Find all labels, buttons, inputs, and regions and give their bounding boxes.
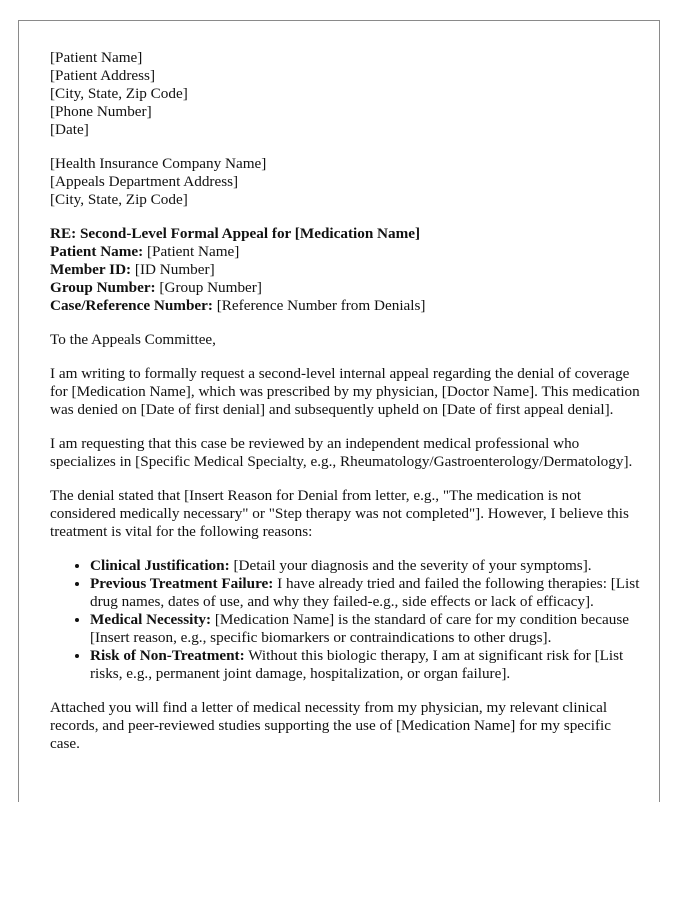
reasons-list	[50, 557, 640, 683]
letter-page	[18, 20, 660, 802]
salutation: To the Appeals Committee,	[50, 331, 216, 348]
letter-content	[50, 49, 640, 769]
subject-text: RE: Second-Level Formal Appeal for [Medication Name]	[50, 225, 421, 242]
patient-name-line	[50, 243, 640, 261]
reason-text: [Detail your diagnosis and the severity of your symptoms].	[229, 557, 592, 574]
recipient-city: [City, State, Zip Code]	[50, 191, 188, 208]
case-number-label: Case/Reference Number:	[50, 297, 213, 314]
reason-title: Previous Treatment Failure:	[90, 575, 274, 592]
sender-address: [Patient Address]	[50, 67, 156, 84]
patient-name-value: [Patient Name]	[143, 243, 240, 260]
case-number-value: [Reference Number from Denials]	[212, 297, 426, 314]
body-paragraph-2: I am requesting that this case be reviewed by an independent medical professional who specializes in [Specific Medical Specialty, e.g., Rheumatology/Gastroenterology/Dermatology].	[50, 435, 633, 470]
group-number-line	[50, 279, 640, 297]
body-paragraph-1: I am writing to formally request a second-level internal appeal regarding the denial of coverage for [Medication Name], which was prescribed by my physician, [Doctor Name]. This medication was denied on [Date of first denial] and subsequently upheld on [Date of first appeal denial].	[50, 365, 640, 418]
group-number-value: [Group Number]	[155, 279, 262, 296]
sender-city: [City, State, Zip Code]	[50, 85, 188, 102]
reason-text: I have already tried and failed the following therapies: [List drug names, dates of use, and why they failed-e.g., side effects or lack of efficacy].	[90, 575, 640, 610]
recipient-block	[50, 155, 640, 209]
reason-title: Clinical Justification:	[90, 557, 230, 574]
reason-title: Risk of Non-Treatment:	[90, 647, 245, 664]
reason-title: Medical Necessity:	[90, 611, 212, 628]
member-id-line	[50, 261, 640, 279]
reason-text: [Medication Name] is the standard of care for my condition because [Insert reason, e.g., specific biomarkers or contraindications to other drugs].	[90, 611, 629, 646]
reason-text: Without this biologic therapy, I am at significant risk for [List risks, e.g., permanent joint damage, hospitalization, or organ failure].	[90, 647, 624, 682]
case-number-line	[50, 297, 640, 315]
reason-item-clinical-justification	[90, 557, 640, 575]
sender-name: [Patient Name]	[50, 49, 143, 66]
member-id-value: [ID Number]	[131, 261, 215, 278]
sender-block	[50, 49, 640, 139]
recipient-address: [Appeals Department Address]	[50, 173, 239, 190]
sender-phone: [Phone Number]	[50, 103, 152, 120]
member-id-label: Member ID:	[50, 261, 132, 278]
recipient-company: [Health Insurance Company Name]	[50, 155, 267, 172]
patient-name-label: Patient Name:	[50, 243, 144, 260]
letter-date: [Date]	[50, 121, 89, 138]
reason-item-previous-treatment-failure	[90, 575, 640, 611]
closing-paragraph: Attached you will find a letter of medical necessity from my physician, my relevant clinical records, and peer-reviewed studies supporting the use of [Medication Name] for my specific case.	[50, 699, 612, 752]
reason-item-risk-of-non-treatment	[90, 647, 640, 683]
subject-line	[50, 225, 640, 243]
group-number-label: Group Number:	[50, 279, 156, 296]
reason-item-medical-necessity	[90, 611, 640, 647]
body-paragraph-3: The denial stated that [Insert Reason for Denial from letter, e.g., "The medication is not considered medically necessary" or "Step therapy was not completed"]. However, I believe this treatment is vital for the following reasons:	[50, 487, 629, 540]
reference-block	[50, 225, 640, 315]
